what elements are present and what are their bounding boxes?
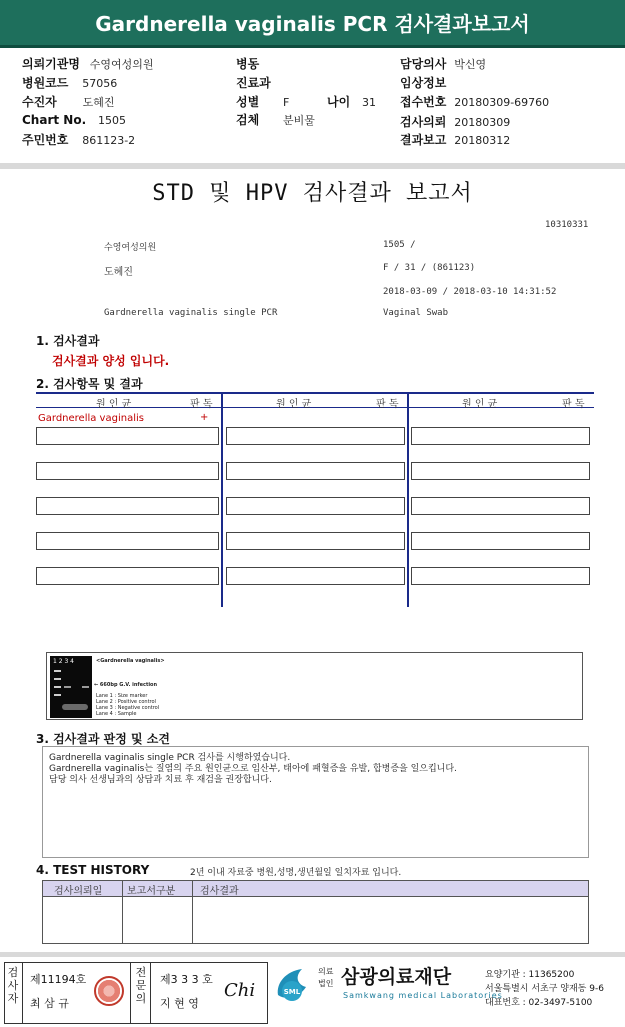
report-institution: 수영여성의원 xyxy=(104,243,157,253)
id-row xyxy=(22,131,135,148)
gel-legend-1: Lane 1 : Size marker xyxy=(96,693,148,699)
col-pathogen-header-1: 원 인 균 xyxy=(96,399,132,410)
age-label: 나이 xyxy=(327,95,351,109)
report-test-name: Gardnerella vaginalis single PCR xyxy=(104,308,278,318)
org-english-name: Samkwang medical Laboratories xyxy=(343,991,503,1000)
institution-row xyxy=(22,55,154,72)
org-phone: 대표번호 : 02-3497-5100 xyxy=(485,998,593,1008)
history-col-result: 검사결과 xyxy=(200,886,239,897)
result-cell xyxy=(226,532,405,550)
comment-box xyxy=(42,746,589,858)
history-note: 2년 이내 자료중 병원,성명,생년월일 일치자료 입니다. xyxy=(190,868,402,878)
specialist-name: 지 현 영 xyxy=(160,997,199,1010)
result-table-divider-2 xyxy=(407,392,409,607)
gel-band xyxy=(54,694,61,696)
result-cell xyxy=(36,497,219,515)
result-table-divider-1 xyxy=(221,392,223,607)
report-dates: 2018-03-09 / 2018-03-10 14:31:52 xyxy=(383,287,557,297)
hospital-code-row xyxy=(22,74,117,91)
comment-line-2: Gardnerella vaginalis는 질염의 주요 원인균으로 임산부, 태아에 패혈증을 유발, 합병증을 일으킵니다. xyxy=(49,764,457,774)
report-specimen: Vaginal Swab xyxy=(383,308,449,318)
department-label: 진료과 xyxy=(236,76,271,90)
gel-band xyxy=(64,686,71,688)
clinical-label: 임상정보 xyxy=(400,76,447,90)
samkwang-logo-icon xyxy=(272,965,310,1003)
result-cell xyxy=(226,567,405,585)
receipt-value: 20180309-69760 xyxy=(454,96,550,109)
hospital-code-label: 병원코드 xyxy=(22,76,69,90)
age-row xyxy=(327,93,376,110)
result-cell xyxy=(411,532,590,550)
id-label: 주민번호 xyxy=(22,133,69,147)
history-col-divider xyxy=(192,880,193,944)
gel-lane-numbers: 1 2 3 4 xyxy=(53,658,74,665)
doctor-row xyxy=(400,55,486,72)
gel-title: <Gardnerella vaginalis> xyxy=(96,658,165,664)
chart-label: Chart No. xyxy=(22,113,87,127)
signature-divider xyxy=(150,962,151,1024)
department-label-wrap xyxy=(236,74,271,91)
receipt-row xyxy=(400,93,549,110)
specimen-label: 검체 xyxy=(236,113,260,127)
footer-separator xyxy=(0,952,625,957)
report-header-title: Gardnerella vaginalis PCR 검사결과보고서 xyxy=(95,12,530,36)
org-address: 서울특별시 서초구 양재동 9-6 xyxy=(485,984,604,994)
section-2-title: 2. 검사항목 및 결과 xyxy=(36,377,143,391)
gel-band xyxy=(54,686,61,688)
specimen-value: 분비물 xyxy=(283,114,315,127)
request-row xyxy=(400,113,510,130)
section-separator xyxy=(0,163,625,169)
specialist-label: 전문의 xyxy=(135,966,147,1005)
sex-row xyxy=(236,93,289,110)
institution-label: 의뢰기관명 xyxy=(22,57,80,71)
id-value: 861123-2 xyxy=(82,134,136,147)
col-result-header-3: 판 독 xyxy=(562,399,585,410)
result-cell xyxy=(411,462,590,480)
patient-value: 도혜진 xyxy=(82,96,115,109)
col-result-header-1: 판 독 xyxy=(190,399,213,410)
history-col-request-date: 검사의뢰일 xyxy=(54,886,103,897)
report-title: STD 및 HPV 검사결과 보고서 xyxy=(152,181,473,206)
age-value: 31 xyxy=(362,96,377,109)
request-value: 20180309 xyxy=(454,116,511,129)
result-cell xyxy=(36,567,219,585)
report-code: 10310331 xyxy=(545,220,589,230)
receipt-label: 접수번호 xyxy=(400,95,447,109)
result-cell xyxy=(411,427,590,445)
gel-legend-2: Lane 2 : Positive control xyxy=(96,699,156,705)
logo-text: SML xyxy=(283,988,301,996)
chart-row xyxy=(22,113,126,127)
specialist-signature: Chi xyxy=(224,980,256,1001)
request-label: 검사의뢰 xyxy=(400,115,447,129)
result-cell xyxy=(411,567,590,585)
examiner-label: 검사자 xyxy=(7,966,19,1005)
org-prefix-2: 법인 xyxy=(318,979,334,988)
section-3-title: 3. 검사결과 판정 및 소견 xyxy=(36,732,170,746)
result-cell xyxy=(226,497,405,515)
history-col-divider xyxy=(122,880,123,944)
history-table-body xyxy=(42,896,589,944)
result-cell xyxy=(411,497,590,515)
examiner-number: 제11194호 xyxy=(30,973,87,986)
report-date-label: 결과보고 xyxy=(400,133,447,147)
org-name: 삼광의료재단 xyxy=(341,966,452,988)
gel-band xyxy=(82,686,89,688)
doctor-label: 담당의사 xyxy=(400,57,447,71)
col-pathogen-header-2: 원 인 균 xyxy=(276,399,312,410)
history-col-report-type: 보고서구분 xyxy=(127,886,176,897)
section-1-title: 1. 검사결과 xyxy=(36,334,100,348)
result-table-top-line xyxy=(36,392,594,394)
chart-value: 1505 xyxy=(97,114,126,127)
report-date-value: 20180312 xyxy=(454,134,511,147)
col-pathogen-header-3: 원 인 균 xyxy=(462,399,498,410)
official-stamp-icon xyxy=(94,976,124,1006)
report-chart: 1505 / xyxy=(383,240,416,250)
signature-divider xyxy=(130,962,131,1024)
section-4-title: 4. TEST HISTORY xyxy=(36,863,150,877)
hospital-code-value: 57056 xyxy=(82,77,118,90)
result-cell xyxy=(36,532,219,550)
pathogen-result: + xyxy=(200,412,209,423)
specialist-number: 제3 3 3 호 xyxy=(160,973,213,986)
patient-row xyxy=(22,93,115,110)
gel-band xyxy=(62,704,88,710)
gel-band-label: ← 660bp G.V. infection xyxy=(94,682,158,688)
report-date-row xyxy=(400,131,510,148)
org-prefix-1: 의료 xyxy=(318,967,334,976)
ward-label: 병동 xyxy=(236,57,260,71)
result-cell xyxy=(226,462,405,480)
col-result-header-2: 판 독 xyxy=(376,399,399,410)
facility-number: 요양기관 : 11365200 xyxy=(485,970,575,980)
sex-value: F xyxy=(283,96,290,109)
history-table-header xyxy=(42,880,589,897)
signature-divider xyxy=(22,962,23,1024)
gel-electrophoresis-image xyxy=(50,656,92,718)
result-cell xyxy=(36,427,219,445)
gel-band xyxy=(54,670,61,672)
sex-label: 성별 xyxy=(236,95,260,109)
doctor-value: 박신영 xyxy=(454,58,487,71)
clinical-label-wrap xyxy=(400,74,446,91)
examiner-name: 최 삼 규 xyxy=(30,997,69,1010)
patient-label: 수진자 xyxy=(22,95,57,109)
comment-line-1: Gardnerella vaginalis single PCR 검사를 시행하였습니다. xyxy=(49,753,291,763)
gel-legend-4: Lane 4 : Sample xyxy=(96,711,137,717)
ward-label-wrap xyxy=(236,55,259,72)
result-cell xyxy=(226,427,405,445)
gel-band xyxy=(54,678,61,680)
positive-result-text: 검사결과 양성 입니다. xyxy=(52,354,170,368)
report-sex-age: F / 31 / (861123) xyxy=(383,263,476,273)
specimen-row xyxy=(236,111,315,128)
institution-value: 수영여성의원 xyxy=(89,58,154,71)
result-cell xyxy=(36,462,219,480)
comment-line-3: 담당 의사 선생님과의 상담과 치료 후 재검을 권장합니다. xyxy=(49,775,272,785)
gel-legend-3: Lane 3 : Negative control xyxy=(96,705,160,711)
report-patient: 도혜진 xyxy=(104,267,133,278)
pathogen-name: Gardnerella vaginalis xyxy=(38,413,144,424)
